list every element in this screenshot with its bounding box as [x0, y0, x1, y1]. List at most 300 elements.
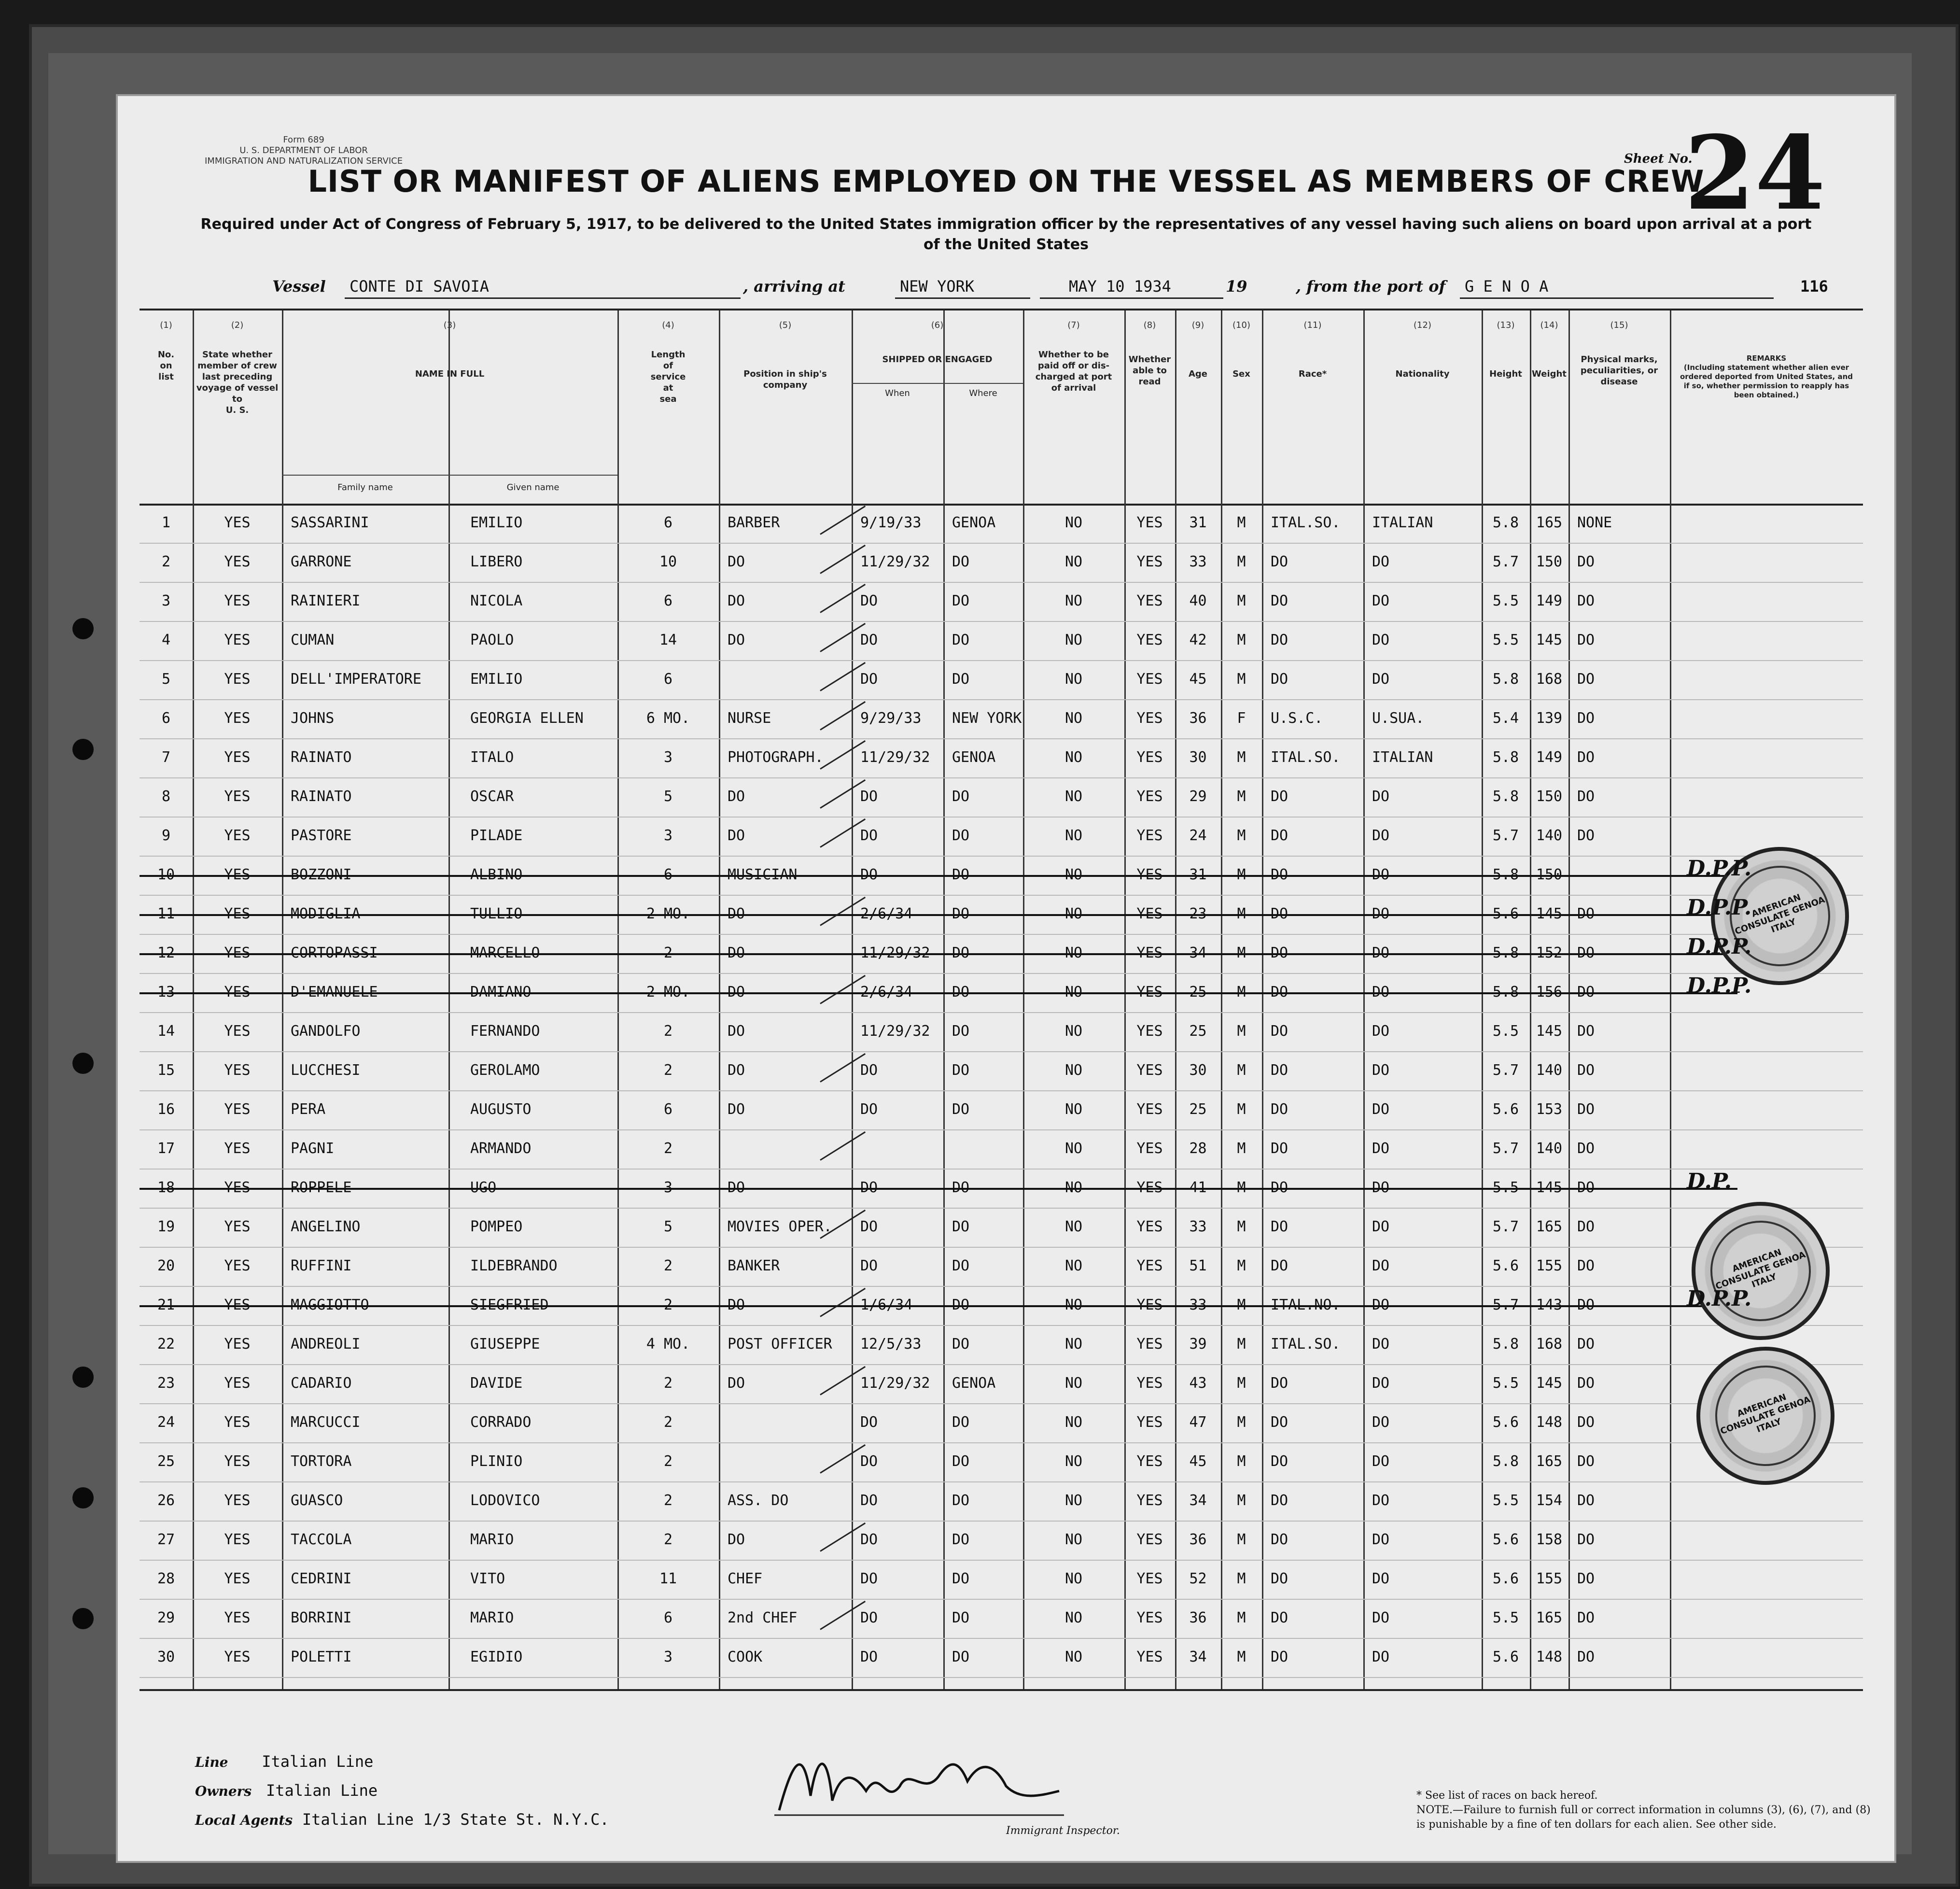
cell-weight: 168: [1536, 1336, 1563, 1353]
cell-given: EGIDIO: [470, 1649, 523, 1665]
cell-height: 5.8: [1492, 788, 1519, 805]
cell-family: RUFFINI: [291, 1257, 352, 1274]
cell-read: YES: [1136, 1492, 1163, 1509]
cell-race: DO: [1271, 1062, 1288, 1079]
cell-member: YES: [224, 1649, 251, 1665]
cell-weight: 154: [1536, 1492, 1563, 1509]
cell-length: 2: [663, 1140, 673, 1157]
cell-given: DAMIANO: [470, 984, 532, 1001]
cell-family: GANDOLFO: [291, 1023, 361, 1040]
stamp-text: AMERICAN CONSULATE GENOA ITALY: [1716, 852, 1845, 981]
cell-length: 5: [663, 1218, 673, 1235]
cell-member: YES: [224, 1492, 251, 1509]
cell-height: 5.4: [1492, 710, 1519, 727]
strikethrough-line: [140, 1305, 1737, 1307]
cell-nat: DO: [1372, 1649, 1390, 1665]
cell-no: 23: [157, 1375, 175, 1392]
cell-paid: NO: [1064, 866, 1083, 883]
line-label: Line: [195, 1754, 228, 1770]
cell-read: YES: [1136, 1531, 1163, 1548]
cell-no: 14: [157, 1023, 175, 1040]
cell-race: ITAL.SO.: [1271, 514, 1341, 531]
cell-where: DO: [952, 1062, 970, 1079]
cell-where: DO: [952, 1414, 970, 1431]
cell-age: 41: [1189, 1179, 1207, 1196]
column-number: (12): [1414, 320, 1431, 330]
cell-age: 47: [1189, 1414, 1207, 1431]
cell-no: 20: [157, 1257, 175, 1274]
cell-sex: M: [1237, 1609, 1246, 1626]
cell-length: 5: [663, 788, 673, 805]
cell-race: DO: [1271, 1570, 1288, 1587]
cell-weight: 150: [1536, 553, 1563, 570]
column-number: (11): [1303, 320, 1322, 330]
cell-family: MARCUCCI: [291, 1414, 361, 1431]
cell-member: YES: [224, 553, 251, 570]
cell-sex: M: [1237, 984, 1246, 1001]
check-mark: [820, 701, 866, 731]
cell-marks: DO: [1577, 1140, 1595, 1157]
cell-nat: DO: [1372, 1101, 1390, 1118]
cell-sex: M: [1237, 1140, 1246, 1157]
cell-position: DO: [728, 1297, 745, 1313]
cell-nat: DO: [1372, 671, 1390, 688]
cell-weight: 145: [1536, 1179, 1563, 1196]
cell-given: LODOVICO: [470, 1492, 540, 1509]
cell-race: DO: [1271, 1140, 1288, 1157]
cell-age: 33: [1189, 1218, 1207, 1235]
cell-sex: M: [1237, 1297, 1246, 1313]
row-rule: [140, 1325, 1863, 1326]
cell-weight: 140: [1536, 827, 1563, 844]
cell-paid: NO: [1064, 1649, 1083, 1665]
cell-no: 18: [157, 1179, 175, 1196]
cell-paid: NO: [1064, 1375, 1083, 1392]
cell-length: 2: [663, 1375, 673, 1392]
cell-length: 6: [663, 1609, 673, 1626]
cell-race: DO: [1271, 553, 1288, 570]
cell-member: YES: [224, 671, 251, 688]
cell-race: DO: [1271, 1023, 1288, 1040]
cell-given: MARIO: [470, 1609, 514, 1626]
cell-race: DO: [1271, 1649, 1288, 1665]
cell-read: YES: [1136, 1414, 1163, 1431]
cell-paid: NO: [1064, 1023, 1083, 1040]
cell-marks: DO: [1577, 1649, 1595, 1665]
header-weight: Weight: [1532, 369, 1567, 379]
column-number: (13): [1497, 320, 1515, 330]
header-family: Family name: [337, 482, 393, 493]
cell-sex: M: [1237, 514, 1246, 531]
cell-nat: DO: [1372, 1375, 1390, 1392]
row-rule: [140, 1481, 1863, 1482]
cell-family: D'EMANUELE: [291, 984, 378, 1001]
cell-marks: DO: [1577, 827, 1595, 844]
cell-sex: M: [1237, 749, 1246, 766]
cell-length: 2: [663, 1297, 673, 1313]
check-mark: [820, 545, 866, 574]
cell-when: DO: [860, 866, 878, 883]
inspector-label: Immigrant Inspector.: [1006, 1825, 1120, 1837]
cell-height: 5.5: [1492, 1375, 1519, 1392]
cell-no: 21: [157, 1297, 175, 1313]
from-port: G E N O A: [1465, 277, 1549, 296]
cell-marks: DO: [1577, 1609, 1595, 1626]
cell-given: ARMANDO: [470, 1140, 532, 1157]
cell-family: GUASCO: [291, 1492, 343, 1509]
cell-race: DO: [1271, 1414, 1288, 1431]
strikethrough-line: [140, 953, 1737, 955]
cell-nat: DO: [1372, 1257, 1390, 1274]
header-position: Position in ship's company: [743, 369, 827, 390]
header-age: Age: [1188, 369, 1208, 379]
cell-height: 5.8: [1492, 866, 1519, 883]
column-number: (1): [160, 320, 172, 330]
cell-sex: M: [1237, 671, 1246, 688]
cell-height: 5.5: [1492, 1179, 1519, 1196]
cell-age: 30: [1189, 749, 1207, 766]
cell-marks: DO: [1577, 984, 1595, 1001]
cell-length: 11: [659, 1570, 677, 1587]
cell-family: PERA: [291, 1101, 326, 1118]
cell-member: YES: [224, 1297, 251, 1313]
cell-family: CEDRINI: [291, 1570, 352, 1587]
cell-read: YES: [1136, 1453, 1163, 1470]
cell-race: DO: [1271, 671, 1288, 688]
cell-family: MODIGLIA: [291, 905, 361, 922]
page-subtitle: Required under Act of Congress of February 5, 1917, to be delivered to the United States immigration officer by the representatives of any vessel having such aliens on board upon arrival at a port of the United States: [200, 216, 1812, 253]
cell-where: DO: [952, 1336, 970, 1353]
cell-no: 3: [161, 592, 171, 609]
form-id: Form 689 U. S. DEPARTMENT OF LABOR IMMIGRATION AND NATURALIZATION SERVICE: [205, 135, 403, 166]
cell-no: 28: [157, 1570, 175, 1587]
column-number: (15): [1610, 320, 1628, 330]
cell-family: PAGNI: [291, 1140, 335, 1157]
cell-race: ITAL.SO.: [1271, 1336, 1341, 1353]
cell-where: DO: [952, 1218, 970, 1235]
binder-hole: [72, 1367, 94, 1388]
cell-family: DELL'IMPERATORE: [291, 671, 421, 688]
cell-marks: DO: [1577, 1570, 1595, 1587]
row-rule: [140, 621, 1863, 622]
owners-label: Owners: [195, 1783, 252, 1799]
cell-height: 5.5: [1492, 1023, 1519, 1040]
cell-sex: M: [1237, 1570, 1246, 1587]
cell-read: YES: [1136, 984, 1163, 1001]
stamp-text: AMERICAN CONSULATE GENOA ITALY: [1696, 1207, 1825, 1336]
cell-member: YES: [224, 866, 251, 883]
column-number: (4): [662, 320, 674, 330]
header-read: Whether able to read: [1128, 354, 1171, 387]
cell-when: DO: [860, 1570, 878, 1587]
row-rule: [140, 856, 1863, 857]
inspector-initials: D.P.: [1687, 1169, 1732, 1194]
cell-paid: NO: [1064, 1492, 1083, 1509]
cell-read: YES: [1136, 1336, 1163, 1353]
cell-height: 5.7: [1492, 1297, 1519, 1313]
cell-weight: 148: [1536, 1649, 1563, 1665]
cell-read: YES: [1136, 1062, 1163, 1079]
cell-read: YES: [1136, 553, 1163, 570]
cell-age: 34: [1189, 1649, 1207, 1665]
row-rule: [140, 1638, 1863, 1639]
cell-when: 1/6/34: [860, 1297, 913, 1313]
cell-height: 5.5: [1492, 592, 1519, 609]
cell-where: DO: [952, 671, 970, 688]
cell-height: 5.8: [1492, 1453, 1519, 1470]
cell-height: 5.6: [1492, 1570, 1519, 1587]
cell-where: DO: [952, 788, 970, 805]
cell-height: 5.8: [1492, 984, 1519, 1001]
cell-sex: M: [1237, 1649, 1246, 1665]
cell-position: DO: [728, 827, 745, 844]
cell-race: DO: [1271, 592, 1288, 609]
cell-position: DO: [728, 1179, 745, 1196]
cell-race: DO: [1271, 1375, 1288, 1392]
cell-marks: DO: [1577, 632, 1595, 648]
cell-weight: 156: [1536, 984, 1563, 1001]
cell-given: ALBINO: [470, 866, 523, 883]
cell-paid: NO: [1064, 1570, 1083, 1587]
cell-no: 22: [157, 1336, 175, 1353]
binder-hole: [72, 1487, 94, 1508]
cell-where: DO: [952, 1531, 970, 1548]
cell-given: GEORGIA ELLEN: [470, 710, 584, 727]
cell-length: 2: [663, 1531, 673, 1548]
row-rule: [140, 1208, 1863, 1209]
cell-marks: DO: [1577, 553, 1595, 570]
cell-height: 5.8: [1492, 514, 1519, 531]
column-number: (6): [931, 320, 944, 330]
cell-nat: DO: [1372, 944, 1390, 961]
footer-line: [195, 1752, 373, 1771]
cell-age: 45: [1189, 1453, 1207, 1470]
cell-nat: DO: [1372, 1023, 1390, 1040]
consulate-stamp: [1696, 1347, 1834, 1485]
cell-when: DO: [860, 1649, 878, 1665]
cell-marks: DO: [1577, 671, 1595, 688]
cell-weight: 139: [1536, 710, 1563, 727]
cell-where: GENOA: [952, 749, 996, 766]
cell-paid: NO: [1064, 632, 1083, 648]
owners-value: Italian Line: [266, 1781, 378, 1800]
cell-weight: 140: [1536, 1062, 1563, 1079]
column-number: (5): [779, 320, 792, 330]
cell-read: YES: [1136, 1649, 1163, 1665]
check-mark: [820, 1522, 866, 1552]
cell-paid: NO: [1064, 1609, 1083, 1626]
cell-race: DO: [1271, 1257, 1288, 1274]
row-rule: [140, 1051, 1863, 1052]
cell-nat: DO: [1372, 1492, 1390, 1509]
cell-given: MARCELLO: [470, 944, 540, 961]
cell-member: YES: [224, 632, 251, 648]
cell-age: 51: [1189, 1257, 1207, 1274]
cell-age: 25: [1189, 1023, 1207, 1040]
cell-weight: 149: [1536, 592, 1563, 609]
cell-position: DO: [728, 1101, 745, 1118]
arriving-port: NEW YORK: [900, 277, 975, 296]
cell-read: YES: [1136, 905, 1163, 922]
cell-where: DO: [952, 1257, 970, 1274]
row-rule: [140, 1129, 1863, 1130]
row-rule: [140, 1403, 1863, 1404]
cell-height: 5.7: [1492, 1140, 1519, 1157]
cell-paid: NO: [1064, 944, 1083, 961]
cell-height: 5.6: [1492, 1531, 1519, 1548]
cell-height: 5.8: [1492, 671, 1519, 688]
races-note: * See list of races on back hereof.: [1416, 1790, 1598, 1802]
inspector-initials: D.P.P.: [1687, 1286, 1752, 1311]
cell-family: POLETTI: [291, 1649, 352, 1665]
cell-length: 6: [663, 671, 673, 688]
cell-paid: NO: [1064, 1062, 1083, 1079]
cell-position: MOVIES OPER.: [728, 1218, 832, 1235]
cell-age: 24: [1189, 827, 1207, 844]
check-mark: [820, 1053, 866, 1083]
cell-paid: NO: [1064, 671, 1083, 688]
cell-member: YES: [224, 944, 251, 961]
cell-no: 5: [161, 671, 171, 688]
cell-sex: M: [1237, 1336, 1246, 1353]
header-no: No. on list: [157, 350, 175, 382]
cell-sex: F: [1237, 710, 1246, 727]
cell-height: 5.6: [1492, 905, 1519, 922]
cell-read: YES: [1136, 1179, 1163, 1196]
cell-race: ITAL.NO.: [1271, 1297, 1341, 1313]
cell-length: 14: [659, 632, 677, 648]
cell-where: DO: [952, 553, 970, 570]
cell-given: FERNANDO: [470, 1023, 540, 1040]
column-number: (14): [1540, 320, 1558, 330]
cell-no: 10: [157, 866, 175, 883]
cell-age: 30: [1189, 1062, 1207, 1079]
cell-nat: ITALIAN: [1372, 514, 1433, 531]
cell-length: 3: [663, 1649, 673, 1665]
cell-height: 5.5: [1492, 632, 1519, 648]
cell-sex: M: [1237, 553, 1246, 570]
cell-given: LIBERO: [470, 553, 523, 570]
cell-family: CORTOPASSI: [291, 944, 378, 961]
cell-paid: NO: [1064, 710, 1083, 727]
header-name: NAME IN FULL: [415, 369, 485, 379]
cell-age: 33: [1189, 553, 1207, 570]
cell-where: DO: [952, 592, 970, 609]
row-rule: [140, 1677, 1863, 1678]
cell-marks: DO: [1577, 1336, 1595, 1353]
cell-when: DO: [860, 671, 878, 688]
binder-hole: [72, 1608, 94, 1629]
line-value: Italian Line: [262, 1752, 374, 1771]
cell-height: 5.8: [1492, 944, 1519, 961]
cell-sex: M: [1237, 1453, 1246, 1470]
cell-nat: DO: [1372, 788, 1390, 805]
cell-where: DO: [952, 866, 970, 883]
cell-member: YES: [224, 749, 251, 766]
cell-sex: M: [1237, 1414, 1246, 1431]
cell-paid: NO: [1064, 1101, 1083, 1118]
cell-paid: NO: [1064, 1297, 1083, 1313]
year-label: 19: [1226, 277, 1247, 296]
footer-agents: [195, 1810, 609, 1829]
cell-weight: 145: [1536, 632, 1563, 648]
vessel-label: Vessel: [272, 277, 326, 296]
cell-family: ROPPELE: [291, 1179, 352, 1196]
cell-when: 11/29/32: [860, 1023, 930, 1040]
cell-weight: 143: [1536, 1297, 1563, 1313]
cell-read: YES: [1136, 1023, 1163, 1040]
cell-length: 2: [663, 1023, 673, 1040]
cell-race: U.S.C.: [1271, 710, 1323, 727]
strikethrough-line: [140, 914, 1737, 916]
cell-height: 5.5: [1492, 1492, 1519, 1509]
cell-where: DO: [952, 1297, 970, 1313]
cell-given: PILADE: [470, 827, 523, 844]
cell-given: POMPEO: [470, 1218, 523, 1235]
check-mark: [820, 779, 866, 809]
cell-where: DO: [952, 1570, 970, 1587]
cell-age: 31: [1189, 866, 1207, 883]
cell-length: 2: [663, 1062, 673, 1079]
cell-sex: M: [1237, 944, 1246, 961]
cell-marks: DO: [1577, 1531, 1595, 1548]
manifest-sheet: [116, 94, 1896, 1863]
cell-nat: DO: [1372, 984, 1390, 1001]
cell-position: DO: [728, 905, 745, 922]
cell-marks: DO: [1577, 1062, 1595, 1079]
cell-weight: 152: [1536, 944, 1563, 961]
cell-nat: DO: [1372, 1218, 1390, 1235]
cell-sex: M: [1237, 866, 1246, 883]
cell-position: 2nd CHEF: [728, 1609, 798, 1626]
header-race: Race*: [1298, 369, 1327, 379]
cell-given: UGO: [470, 1179, 497, 1196]
cell-no: 24: [157, 1414, 175, 1431]
cell-when: 11/29/32: [860, 553, 930, 570]
inspector-initials: D.P.P.: [1687, 856, 1752, 881]
cell-length: 6 MO.: [646, 710, 690, 727]
cell-position: DO: [728, 1023, 745, 1040]
header-length: Length of service at sea: [650, 350, 686, 404]
cell-race: DO: [1271, 1609, 1288, 1626]
cell-when: DO: [860, 1492, 878, 1509]
cell-when: DO: [860, 1453, 878, 1470]
cell-position: MUSICIAN: [728, 866, 798, 883]
cell-position: PHOTOGRAPH.: [728, 749, 824, 766]
cell-sex: M: [1237, 1101, 1246, 1118]
cell-no: 12: [157, 944, 175, 961]
cell-position: DO: [728, 1375, 745, 1392]
cell-weight: 153: [1536, 1101, 1563, 1118]
cell-when: DO: [860, 1531, 878, 1548]
cell-where: DO: [952, 1609, 970, 1626]
row-rule: [140, 738, 1863, 739]
cell-age: 42: [1189, 632, 1207, 648]
header-given: Given name: [506, 482, 560, 493]
cell-paid: NO: [1064, 1179, 1083, 1196]
cell-race: DO: [1271, 905, 1288, 922]
cell-nat: DO: [1372, 1297, 1390, 1313]
header-remarks: REMARKS (Including statement whether alien ever ordered deported from United States, and if so, whether permission to reapply has been obtained.): [1680, 354, 1853, 399]
row-rule: [140, 1599, 1863, 1600]
cell-no: 13: [157, 984, 175, 1001]
cell-weight: 155: [1536, 1570, 1563, 1587]
cell-age: 40: [1189, 592, 1207, 609]
cell-weight: 168: [1536, 671, 1563, 688]
cell-when: DO: [860, 592, 878, 609]
cell-sex: M: [1237, 1492, 1246, 1509]
cell-when: DO: [860, 632, 878, 648]
